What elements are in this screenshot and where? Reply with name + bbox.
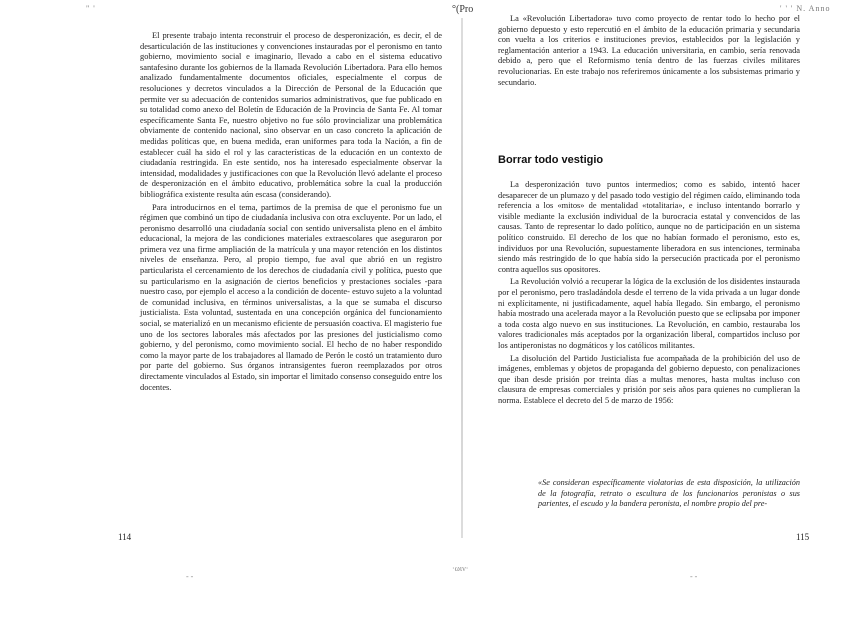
left-paragraph-2: Para introducirnos en el tema, partimos de la premisa de que el peronismo fue un régimen que combinó un tipo de ciudadanía inclusiva con otra excluyente. Por un lado, el peronismo desarrolló una ciudadanía social con sentido universalista pleno en el ámbito educacional, la mejora de las condiciones materiales extraescolares que aseguraron por primera vez una firme ampliación de la matrícula y una mayor retención en los distintos niveles de enseñanza. Pero, al propio tiempo, fue aval que abrió en un registro particularista el cercenamiento de los derechos de ciudadanía civil y política, puesto que su particularismo en la asignación de ciertos beneficios y prestaciones sociales -para nuestro caso, por ejemplo el acceso a la condición de docente- estuvo sujeto a la voluntad de comunidad inclusiva, en términos universalistas, a la que se sumaba el discurso justicialista. Esta voluntad, sustentada en una concepción orgánica del funcionamiento social, se materializó en un mecanismo eficiente de persuasión coactiva. El magisterio fue uno de los sectores laborales más afectados por las presiones del justicialismo como gobierno, y del peronismo, como movimiento social. El hecho de no haber respondido como la mayor parte de los trabajadores al llamado de Perón le costó un tratamiento duro por parte del gobierno. Sus órganos intransigentes fueron reemplazados por otros directamente vinculados al Estado, sin importar el limitado consenso conseguido entre los docentes. <box>140 202 442 392</box>
left-page-body <box>140 31 442 395</box>
left-page-number: 114 <box>118 532 132 542</box>
right-intro-paragraph: La «Revolución Libertadora» tuvo como proyecto de rentar todo lo hecho por el gobierno depuesto y esto repercutió en el ámbito de la educación primaria y secundaria con vuelta a los criterios e instituciones previos, establecidos por la legislación y reglamentación anterior a 1943. La educación universitaria, en cambio, sería renovada debido a, pero que el Reformismo tenía dentro de las fuerzas civiles militares revolucionarias. En este trabajo nos referiremos únicamente a los subsistemas primario y secundario. <box>498 14 800 87</box>
left-paragraph-1: El presente trabajo intenta reconstruir el proceso de desperonización, es decir, el de desarticulación de las instituciones y convenciones instauradas por el peronismo en tanto gobierno, movimiento social e imaginario, llevado a cabo en el sistema educativo santafesino durante los gobiernos de la llamada Revolución Libertadora. Para ello hemos analizado fundamentalmente documentos oficiales, especialmente el corpus de resoluciones y decretos vinculados a la Dirección de Personal de la Educación que permite ver su adecuación de contenidos sumarios administrativos, que fue publicado en su totalidad como anexo del Boletín de Educación de la Provincia de Santa Fe. Al tomar específicamente Santa Fe, nuestro objetivo no fue sólo provincializar una problemática obviamente de contenido nacional, sino observar en un caso concreto la aplicación de medidas políticas que, en buena medida, eran uniformes para toda la Nación, a fin de establecer cuál ha sido el rol y las características de la educación en un contexto de ciudadanía restringida. En este sentido, nos ha interesado especialmente observar la intensidad, modalidades y justificaciones con que la Revolución llevó adelante el proceso de desperonización en el ámbito educativo, problemática sobre la cual la producción bibliográfica existente resulta aún escasa (considerando). <box>140 31 442 199</box>
right-corner-mark: ' ' ' N. Anno <box>780 4 831 13</box>
right-paragraph-2: La Revolución volvió a recuperar la lógica de la exclusión de los disidentes instaurada por el peronismo, pero trasladándola desde el terreno de la vida privada a un lugar donde ni explícitamente, ni justificadamente, aquel había llegado. Sin embargo, el peronismo había mostrado una acelerada mayor a la Revolución puesto que se eclipsaba por imponer a toda costa algo nuevo en sus instituciones. La Revolución, en cambio, restauraba los valores tradicionales más aceptados por la organización liberal, compartidos incluso por los antiperonistas no dogmáticos y los católicos militantes. <box>498 277 800 350</box>
right-paragraph-1: La desperonización tuvo puntos intermedios; como es sabido, intentó hacer desaparecer de un plumazo y del pasado todo vestigio del régimen caído, eliminando toda referencia a los «mitos» de mentalidad «totalitaria», e incluso intentando borrarlo y visible mediante la exclusión individual de la burocracia estatal y convencidos de las causas. Tanto de representar lo dado político, aunque no de participación en un sistema político construido. El derecho de los que no habían formado el peronismo, esto es, individuos por una Revolución, supuestamente liberadora en sus intenciones, terminaba siendo más restringido de lo que había sido la persecución practicada por el peronismo contra aquellos sus opositores. <box>498 180 800 274</box>
right-page-number: 115 <box>796 532 810 542</box>
block-quote: «Se consideran específicamente violatorias de esta disposición, la utilización de la fotografía, retrato o escultura de los funcionarios peronistas o sus parientes, el escudo y la bandera peronista, el nombre propio del pre- <box>538 478 800 509</box>
right-paragraph-3: La disolución del Partido Justicialista fue acompañada de la prohibición del uso de imágenes, emblemas y objetos de propaganda del gobierno depuesto, con penalizaciones que iban desde prisión por treinta días a multas menores, hasta multas incluso con clausura de empresas comerciales y prisión por seis años para quienes no cumplieran la norma. Establece el decreto del 5 de marzo de 1956: <box>498 353 800 405</box>
left-corner-mark: " ' <box>86 4 96 13</box>
footer-center-mark: ·ωιν· <box>452 564 469 573</box>
book-gutter <box>461 18 463 538</box>
footer-left-mark: - - <box>186 572 194 581</box>
right-page-intro <box>498 14 800 90</box>
section-heading: Borrar todo vestigio <box>498 154 604 166</box>
footer-right-mark: - - <box>690 572 698 581</box>
right-page-body <box>498 180 800 408</box>
gutter-top-mark: °(Pro <box>452 4 474 15</box>
